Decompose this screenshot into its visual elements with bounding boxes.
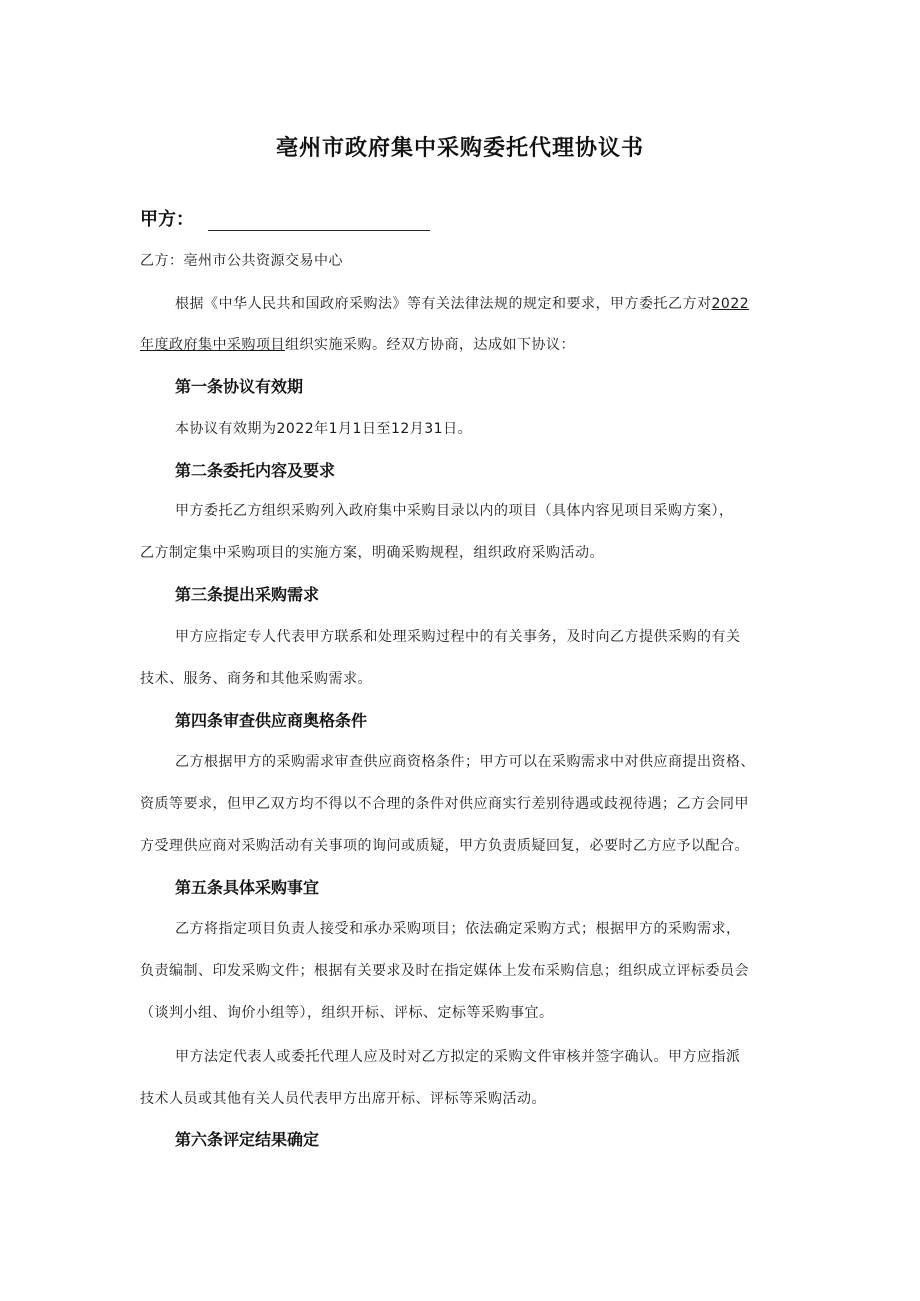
article-1-heading: 第一条协议有效期	[175, 377, 304, 396]
article-5-line-1: 乙方将指定项目负责人接受和承办采购项目；依法确定采购方式；根据甲方的采购需求，	[175, 921, 741, 937]
intro-line-2	[140, 334, 575, 354]
party-a-blank-field	[208, 210, 430, 231]
party-a-label: 甲方：	[140, 209, 194, 230]
article-4-line-1: 乙方根据甲方的采购需求审查供应商资格条件；甲方可以在采购需求中对供应商提出资格、	[175, 754, 755, 770]
article-2-heading: 第二条委托内容及要求	[175, 461, 336, 480]
article-5-heading: 第五条具体采购事宜	[175, 878, 320, 897]
article-5-line-5: 技术人员或其他有关人员代表甲方出席开标、评标等采购活动。	[140, 1091, 546, 1107]
article-6-heading: 第六条评定结果确定	[175, 1130, 320, 1149]
intro-project: 年度政府集中采购项目	[140, 337, 285, 353]
article-4-heading: 第四条审查供应商奥格条件	[175, 711, 368, 730]
article-1-line-1: 本协议有效期为2022年1月1日至12月31日。	[175, 421, 473, 437]
article-3-heading: 第三条提出采购需求	[175, 585, 320, 604]
intro-year: 2022	[711, 296, 750, 312]
article-4-line-3: 方受理供应商对采购活动有关事项的询问或质疑，甲方负责质疑回复，必要时乙方应予以配合。	[140, 838, 749, 854]
party-a-line	[140, 205, 430, 231]
document-title: 亳州市政府集中采购委托代理协议书	[275, 136, 644, 161]
article-5-line-2: 负责编制、印发采购文件；根据有关要求及时在指定媒体上发布采购信息；组织成立评标委员会	[140, 963, 749, 979]
article-5-line-3: （谈判小组、询价小组等），组织开标、评标、定标等采购事宜。	[140, 1005, 554, 1021]
intro-text: 组织实施采购。经双方协商，达成如下协议：	[285, 337, 575, 353]
party-b-line: 乙方：亳州市公共资源交易中心	[140, 253, 343, 269]
intro-line-1	[175, 293, 749, 313]
article-2-line-1: 甲方委托乙方组织采购列入政府集中采购目录以内的项目（具体内容见项目采购方案），	[175, 503, 734, 519]
article-4-line-2: 资质等要求，但甲乙双方均不得以不合理的条件对供应商实行差别待遇或歧视待遇；乙方会同甲	[140, 796, 749, 812]
article-3-line-2: 技术、服务、商务和其他采购需求。	[140, 671, 372, 687]
article-2-line-2: 乙方制定集中采购项目的实施方案，明确采购规程，组织政府采购活动。	[140, 545, 604, 561]
article-3-line-1: 甲方应指定专人代表甲方联系和处理采购过程中的有关事务，及时向乙方提供采购的有关	[175, 629, 741, 645]
article-5-line-4: 甲方法定代表人或委托代理人应及时对乙方拟定的采购文件审核并签字确认。甲方应指派	[175, 1049, 741, 1065]
intro-text: 根据《中华人民共和国政府采购法》等有关法律法规的规定和要求，甲方委托乙方对	[175, 296, 712, 312]
